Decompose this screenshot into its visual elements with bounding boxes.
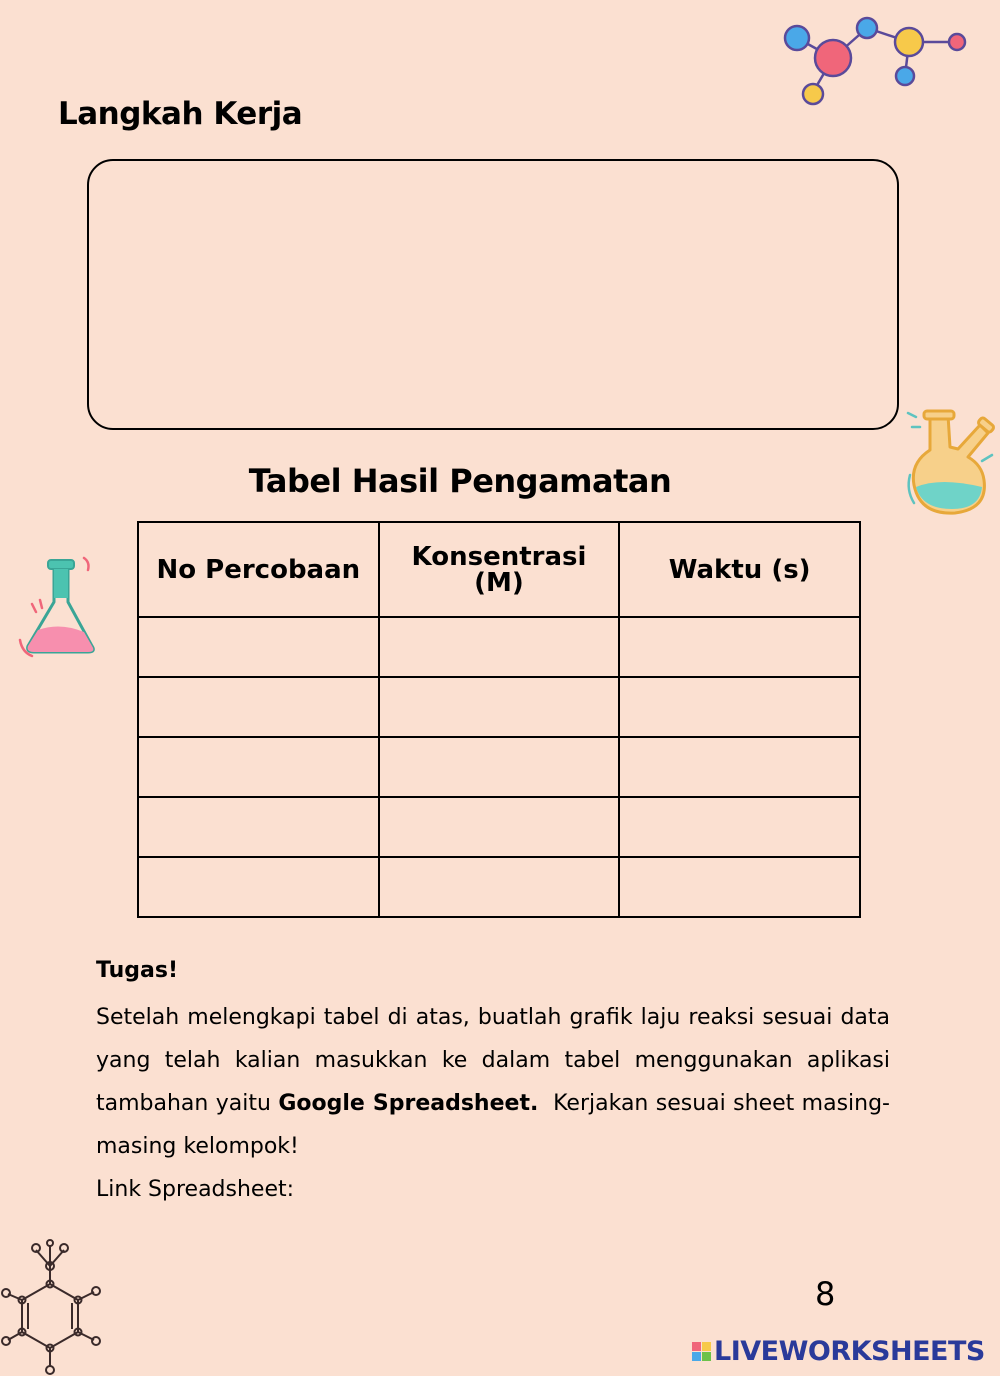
table-cell[interactable] [379,737,620,797]
task-instructions [96,996,890,1168]
table-cell[interactable] [379,857,620,917]
table-cell[interactable] [138,737,379,797]
table-row [138,737,860,797]
task-title: Tugas! [96,958,178,983]
section-heading: Langkah Kerja [58,96,303,132]
conical-flask-icon [14,552,104,662]
watermark [692,1336,985,1367]
table-title: Tabel Hasil Pengamatan [248,462,672,500]
table-cell[interactable] [619,737,860,797]
liveworksheets-logo-icon [692,1342,711,1361]
benzene-ring-icon [0,1238,110,1376]
table-cell[interactable] [379,677,620,737]
work-steps-box[interactable] [87,159,899,430]
table-cell[interactable] [379,797,620,857]
watermark-text: LIVEWORKSHEETS [714,1336,985,1367]
table-header-row [138,522,860,617]
table-cell[interactable] [138,797,379,857]
table-cell[interactable] [138,677,379,737]
header-no-percobaan: No Percobaan [138,522,379,617]
molecule-icon [775,10,975,110]
table-cell[interactable] [619,857,860,917]
page-number: 8 [815,1275,836,1313]
spreadsheet-link-label: Link Spreadsheet: [96,1177,295,1202]
table-cell[interactable] [619,617,860,677]
observation-table [137,521,861,918]
task-text-app-name: Google Spreadsheet. [278,1091,539,1116]
table-row [138,797,860,857]
table-cell[interactable] [138,857,379,917]
header-waktu: Waktu (s) [619,522,860,617]
table-cell[interactable] [619,797,860,857]
task-text-before: Setelah melengkapi tabel di atas, buatlah grafik laju reaksi sesuai data yang telah kalian masukkan ke dalam tabel menggunakan aplikasi tambahan yaitu [96,1005,890,1116]
table-cell[interactable] [619,677,860,737]
header-konsentrasi: Konsentrasi (M) [379,522,620,617]
table-cell[interactable] [138,617,379,677]
task-text-after: Kerjakan sesuai sheet masing-masing kelompok! [96,1091,890,1159]
task-section [96,958,890,1211]
table-cell[interactable] [379,617,620,677]
table-row [138,617,860,677]
table-row [138,677,860,737]
table-row [138,857,860,917]
